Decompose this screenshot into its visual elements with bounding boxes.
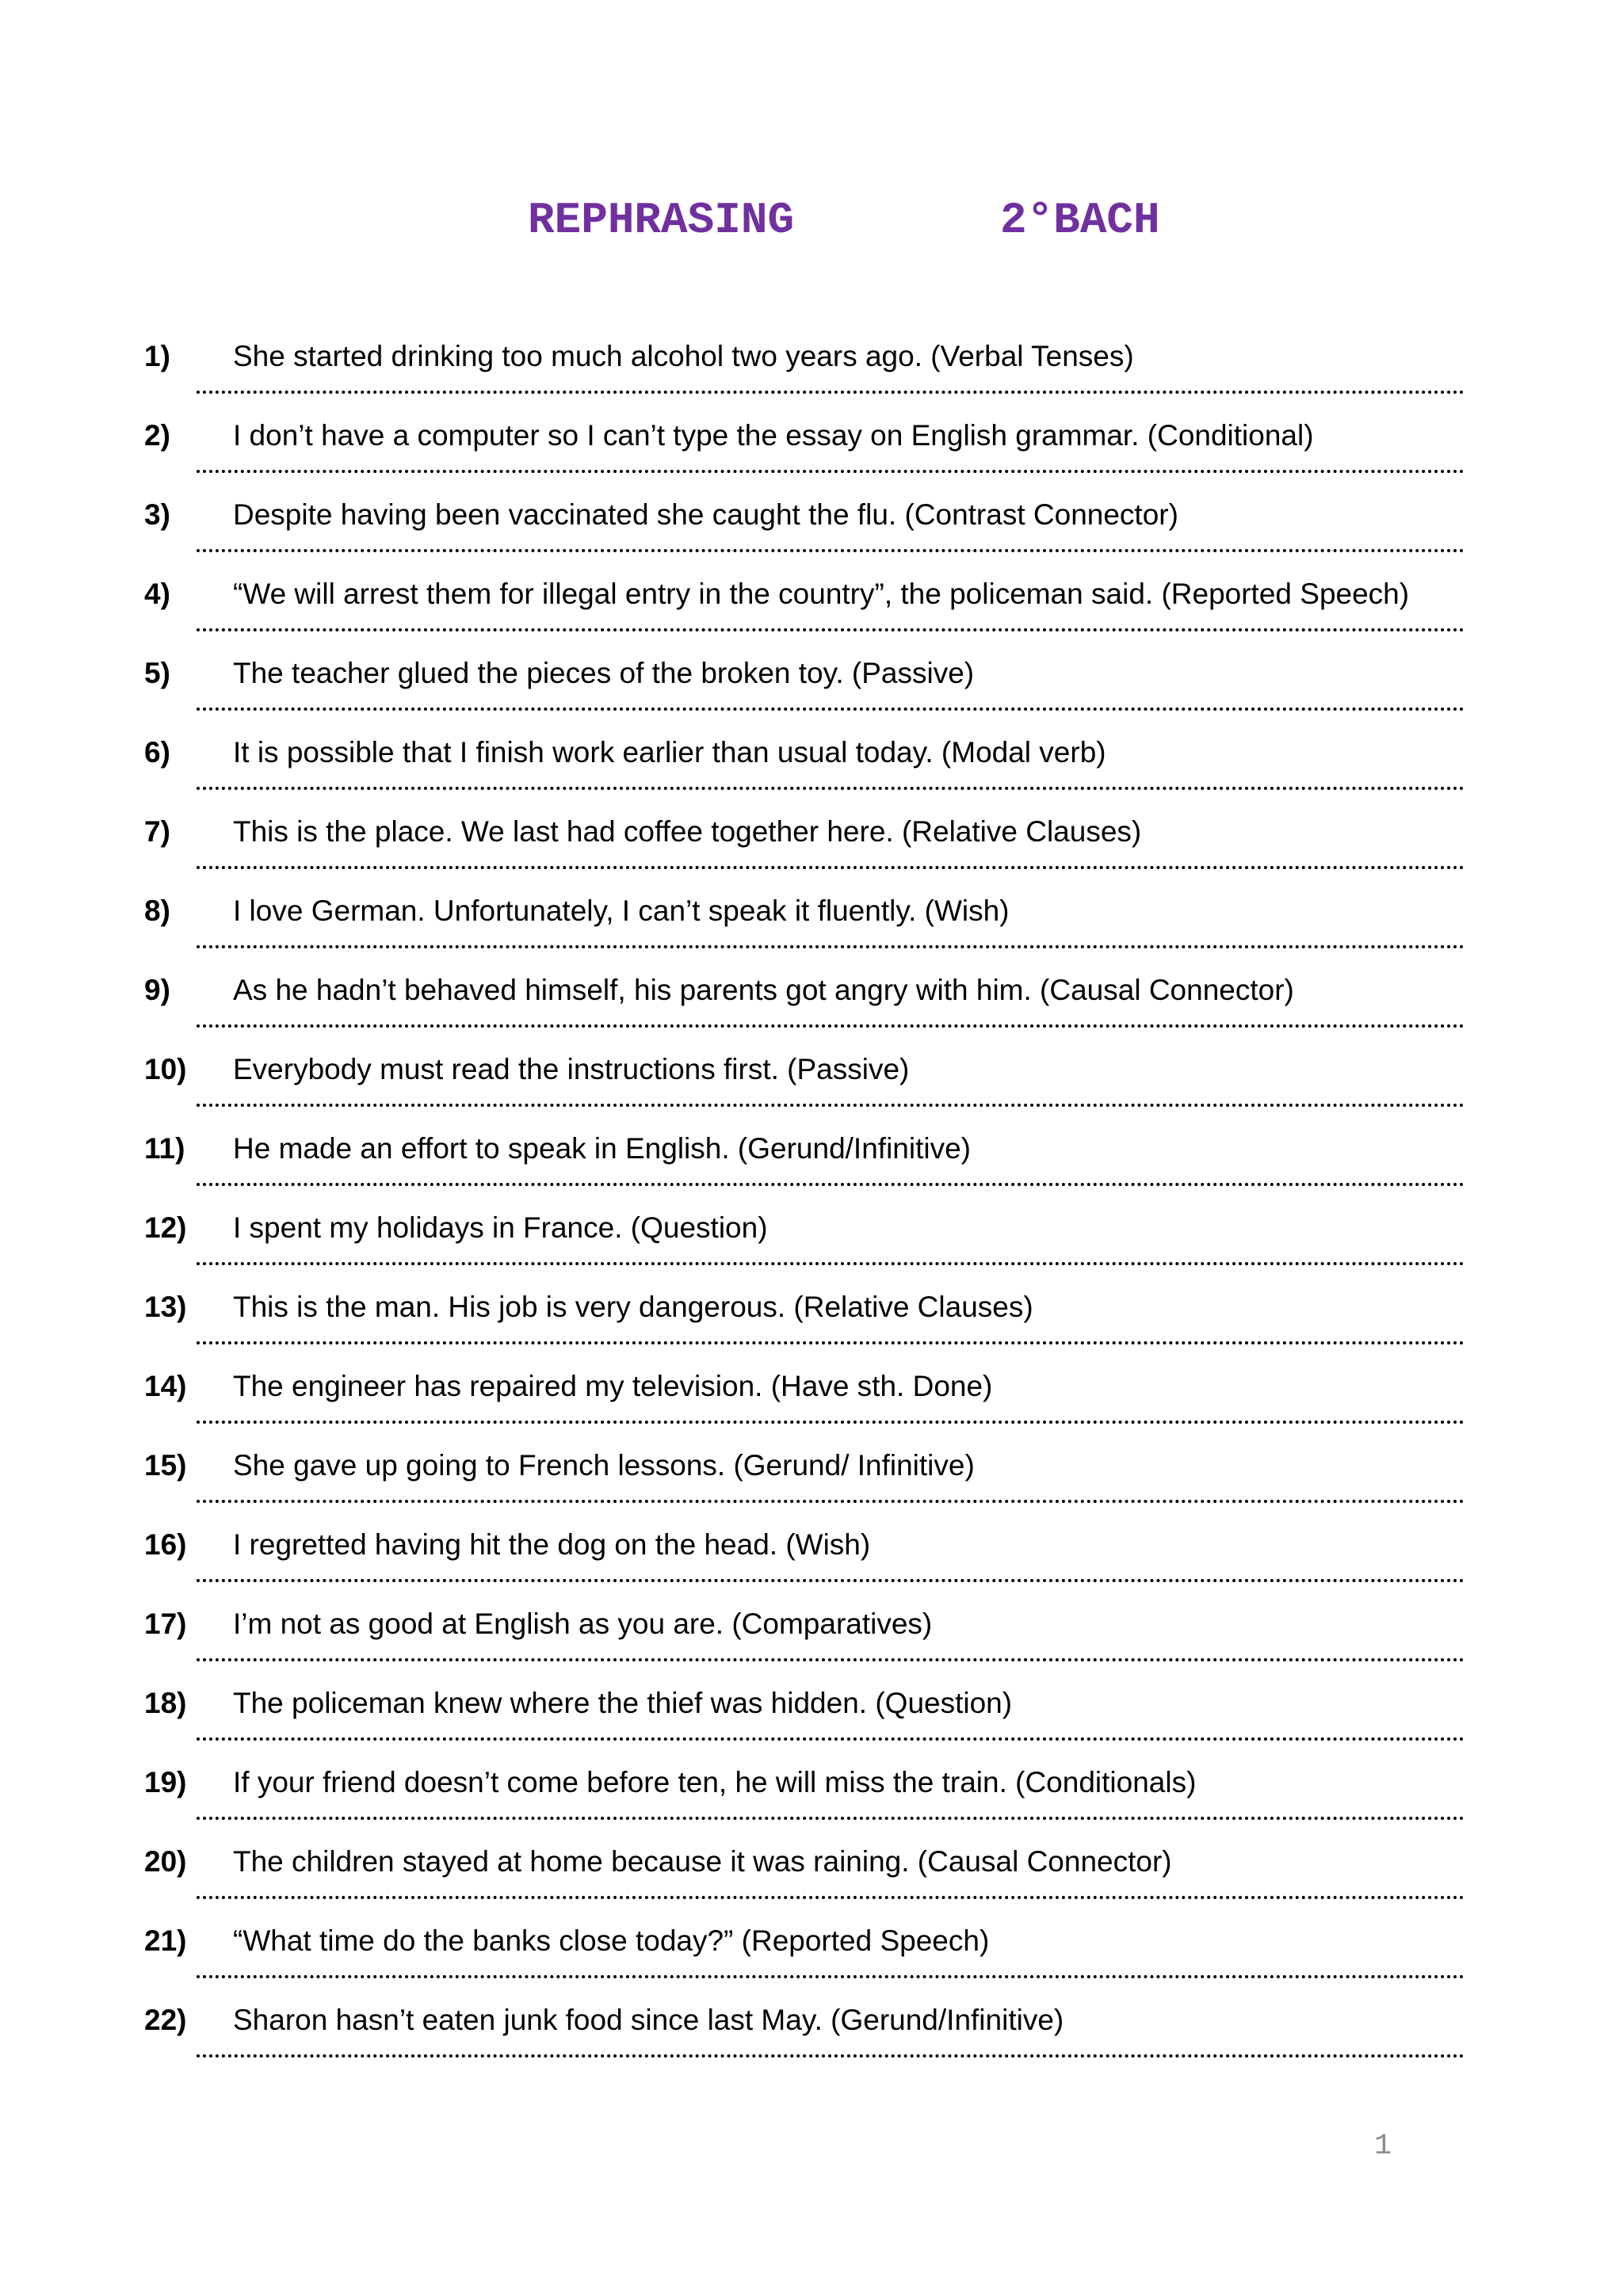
exercise-number: 20) [144, 1845, 187, 1878]
exercise-number: 18) [144, 1687, 187, 1719]
answer-line[interactable] [197, 1817, 1465, 1820]
exercise-number: 12) [144, 1211, 187, 1244]
exercise-sentence: She started drinking too much alcohol two years ago. (Verbal Tenses) [233, 340, 1134, 372]
exercise-number: 9) [144, 974, 170, 1006]
answer-line[interactable] [197, 707, 1465, 711]
answer-line[interactable] [197, 1658, 1465, 1661]
answer-line[interactable] [197, 866, 1465, 869]
exercise-sentence: I don’t have a computer so I can’t type the essay on English grammar. (Conditional) [233, 419, 1314, 452]
answer-line[interactable] [197, 1262, 1465, 1265]
exercise-number: 21) [144, 1924, 187, 1957]
exercise-sentence: The children stayed at home because it was raining. (Causal Connector) [233, 1845, 1172, 1878]
exercise-item [0, 1998, 1623, 2077]
exercise-item [0, 334, 1623, 414]
exercise-sentence: Despite having been vaccinated she caught the flu. (Contrast Connector) [233, 498, 1178, 531]
answer-line[interactable] [197, 391, 1465, 394]
answer-line[interactable] [197, 1104, 1465, 1107]
exercise-number: 2) [144, 419, 170, 452]
exercise-sentence: This is the man. His job is very dangerous. (Relative Clauses) [233, 1291, 1033, 1323]
page-title [0, 195, 1623, 250]
exercise-number: 10) [144, 1053, 187, 1085]
exercise-sentence: I spent my holidays in France. (Question) [233, 1211, 768, 1244]
exercise-item [0, 1840, 1623, 1919]
exercise-sentence: She gave up going to French lessons. (Gerund/ Infinitive) [233, 1449, 975, 1482]
answer-line[interactable] [197, 1975, 1465, 1978]
exercise-item [0, 572, 1623, 651]
exercise-item [0, 1760, 1623, 1840]
exercise-item [0, 889, 1623, 968]
exercise-item [0, 1364, 1623, 1444]
answer-line[interactable] [197, 2054, 1465, 2058]
exercise-item [0, 493, 1623, 572]
exercise-number: 7) [144, 815, 170, 848]
exercise-number: 5) [144, 657, 170, 689]
exercise-list [0, 334, 1623, 2077]
exercise-sentence: If your friend doesn’t come before ten, he will miss the train. (Conditionals) [233, 1766, 1197, 1798]
answer-line[interactable] [197, 787, 1465, 790]
exercise-number: 15) [144, 1449, 187, 1482]
exercise-sentence: As he hadn’t behaved himself, his parents got angry with him. (Causal Connector) [233, 974, 1294, 1006]
answer-line[interactable] [197, 1579, 1465, 1582]
exercise-item [0, 1681, 1623, 1760]
answer-line[interactable] [197, 945, 1465, 948]
answer-line[interactable] [197, 1421, 1465, 1424]
exercise-number: 13) [144, 1291, 187, 1323]
exercise-sentence: I’m not as good at English as you are. (Comparatives) [233, 1608, 933, 1640]
exercise-item [0, 730, 1623, 810]
title-right: 2°BACH [1000, 195, 1160, 246]
exercise-item [0, 810, 1623, 889]
title-left: REPHRASING [528, 195, 795, 246]
exercise-sentence: The teacher glued the pieces of the broken toy. (Passive) [233, 657, 975, 689]
exercise-number: 8) [144, 894, 170, 927]
exercise-sentence: He made an effort to speak in English. (Gerund/Infinitive) [233, 1132, 971, 1165]
exercise-number: 22) [144, 2004, 187, 2036]
exercise-item [0, 1919, 1623, 1998]
exercise-sentence: This is the place. We last had coffee together here. (Relative Clauses) [233, 815, 1142, 848]
exercise-number: 16) [144, 1528, 187, 1561]
exercise-item [0, 968, 1623, 1047]
page-number: 1 [1374, 2130, 1392, 2163]
exercise-item [0, 1285, 1623, 1364]
exercise-item [0, 651, 1623, 730]
exercise-sentence: Sharon hasn’t eaten junk food since last May. (Gerund/Infinitive) [233, 2004, 1064, 2036]
exercise-item [0, 1523, 1623, 1602]
exercise-number: 17) [144, 1608, 187, 1640]
answer-line[interactable] [197, 1183, 1465, 1186]
exercise-sentence: I regretted having hit the dog on the head. (Wish) [233, 1528, 871, 1561]
exercise-number: 4) [144, 578, 170, 610]
exercise-sentence: I love German. Unfortunately, I can’t speak it fluently. (Wish) [233, 894, 1010, 927]
exercise-sentence: The engineer has repaired my television. (Have sth. Done) [233, 1370, 993, 1402]
exercise-item [0, 1127, 1623, 1206]
exercise-sentence: “We will arrest them for illegal entry in the country”, the policeman said. (Reported Speech) [233, 578, 1410, 610]
answer-line[interactable] [197, 470, 1465, 473]
exercise-sentence: “What time do the banks close today?” (Reported Speech) [233, 1924, 990, 1957]
exercise-number: 1) [144, 340, 170, 372]
exercise-item [0, 1206, 1623, 1285]
exercise-item [0, 1444, 1623, 1523]
exercise-item [0, 1602, 1623, 1681]
exercise-number: 6) [144, 736, 170, 769]
exercise-sentence: The policeman knew where the thief was hidden. (Question) [233, 1687, 1013, 1719]
answer-line[interactable] [197, 1341, 1465, 1344]
answer-line[interactable] [197, 1737, 1465, 1741]
exercise-number: 11) [144, 1132, 185, 1165]
exercise-number: 14) [144, 1370, 187, 1402]
answer-line[interactable] [197, 628, 1465, 631]
answer-line[interactable] [197, 1896, 1465, 1899]
exercise-number: 19) [144, 1766, 187, 1798]
answer-line[interactable] [197, 1024, 1465, 1028]
exercise-sentence: It is possible that I finish work earlier than usual today. (Modal verb) [233, 736, 1106, 769]
answer-line[interactable] [197, 549, 1465, 552]
exercise-sentence: Everybody must read the instructions first. (Passive) [233, 1053, 910, 1085]
exercise-number: 3) [144, 498, 170, 531]
exercise-item [0, 414, 1623, 493]
exercise-item [0, 1047, 1623, 1127]
answer-line[interactable] [197, 1500, 1465, 1503]
